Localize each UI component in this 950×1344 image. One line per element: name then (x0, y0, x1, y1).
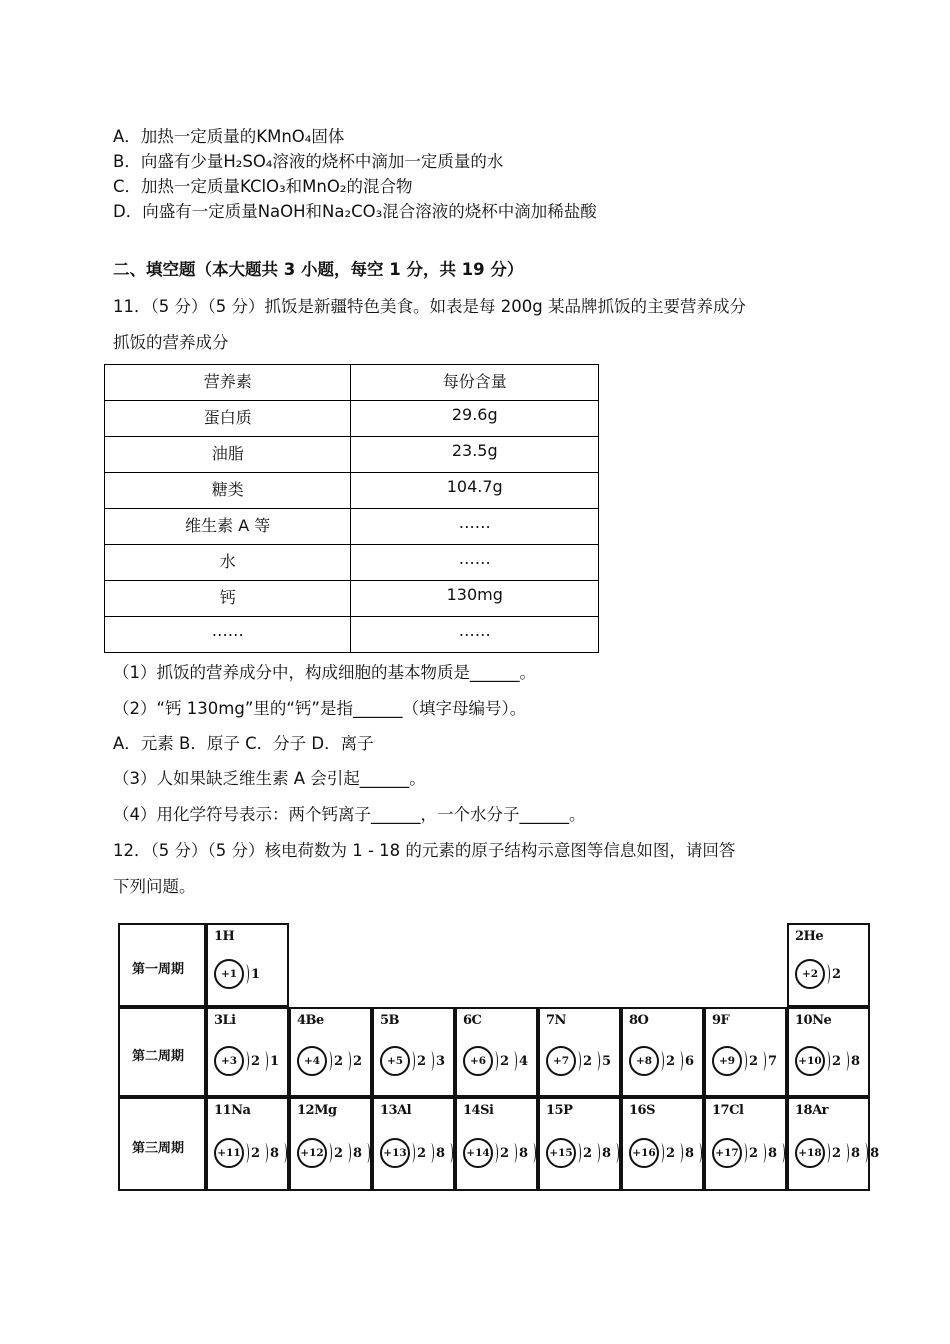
table-cell: 水 (105, 545, 351, 581)
shell-arc (824, 1051, 830, 1071)
shell-electrons: 8 (436, 1145, 446, 1161)
element-symbol: 13Al (380, 1103, 412, 1118)
electron-shells (742, 1051, 780, 1071)
nucleus: +12 (297, 1138, 327, 1168)
q11-table-caption: 抓饭的营养成分 (113, 333, 229, 352)
shell-arc (262, 1143, 268, 1163)
shell-electrons: 2 (749, 1053, 759, 1069)
shell-arc (824, 1143, 830, 1163)
nucleus: +3 (214, 1046, 244, 1076)
shell-arc (243, 1143, 249, 1163)
shell-electrons: 1 (270, 1053, 280, 1069)
nucleus: +5 (380, 1046, 410, 1076)
shell-arc (862, 1143, 868, 1163)
table-cell: 维生素 A 等 (105, 509, 351, 545)
electron-shells (576, 1051, 614, 1071)
electron-shells (327, 1051, 365, 1071)
shell-electrons: 8 (851, 1053, 861, 1069)
period-label-cell (118, 923, 206, 1007)
table-cell: 蛋白质 (105, 401, 351, 437)
shell-arc (243, 1051, 249, 1071)
option-c: C．加热一定质量KClO₃和MnO₂的混合物 (113, 177, 413, 196)
element-cell (206, 1007, 289, 1097)
shell-arc (843, 1143, 849, 1163)
nucleus: +11 (214, 1138, 244, 1168)
table-row (105, 545, 599, 581)
shell-electrons: 4 (519, 1053, 529, 1069)
shell-electrons: 8 (353, 1145, 363, 1161)
nucleus: +18 (795, 1138, 825, 1168)
element-symbol: 14Si (463, 1103, 494, 1118)
element-symbol: 3Li (214, 1013, 236, 1028)
element-cell (787, 1007, 870, 1097)
q11-sub1: （1）抓饭的营养成分中，构成细胞的基本物质是______。 (113, 663, 536, 682)
shell-electrons: 8 (519, 1145, 529, 1161)
q11-sub4: （4）用化学符号表示：两个钙离子______，一个水分子______。 (113, 805, 586, 824)
electron-shells (410, 1051, 448, 1071)
element-symbol: 8O (629, 1013, 649, 1028)
q12-stem-line2: 下列问题。 (113, 877, 196, 896)
shell-arc (696, 1143, 702, 1163)
table-row (105, 437, 599, 473)
shell-arc (530, 1143, 536, 1163)
table-row (105, 581, 599, 617)
period-label-cell (118, 1097, 206, 1191)
element-symbol: 17Cl (712, 1103, 744, 1118)
period-label-cell (118, 1007, 206, 1097)
shell-electrons: 2 (583, 1053, 593, 1069)
shell-electrons: 6 (685, 1053, 695, 1069)
shell-electrons: 5 (602, 1053, 612, 1069)
electron-shells (244, 1051, 282, 1071)
shell-arc (658, 1143, 664, 1163)
shell-arc (409, 1051, 415, 1071)
element-symbol: 12Mg (297, 1103, 337, 1118)
element-cell (206, 1097, 289, 1191)
element-cell (704, 1097, 787, 1191)
shell-electrons: 2 (832, 1145, 842, 1161)
shell-electrons: 8 (685, 1145, 695, 1161)
element-symbol: 7N (546, 1013, 566, 1028)
table-cell: 油脂 (105, 437, 351, 473)
shell-electrons: 2 (353, 1053, 363, 1069)
shell-electrons: 2 (251, 1053, 261, 1069)
nucleus: +13 (380, 1138, 410, 1168)
element-cell (372, 1097, 455, 1191)
shell-arc (658, 1051, 664, 1071)
shell-electrons: 7 (768, 1053, 778, 1069)
shell-electrons: 2 (334, 1053, 344, 1069)
table-cell: …… (105, 617, 351, 653)
element-symbol: 10Ne (795, 1013, 832, 1028)
element-symbol: 6C (463, 1013, 482, 1028)
shell-arc (575, 1051, 581, 1071)
element-cell (787, 1097, 880, 1191)
shell-arc (326, 1051, 332, 1071)
shell-electrons: 2 (832, 966, 842, 982)
table-header-cell: 营养素 (105, 365, 351, 401)
shell-arc (345, 1143, 351, 1163)
element-cell (621, 1007, 704, 1097)
nutrition-table (104, 364, 599, 653)
element-symbol: 15P (546, 1103, 573, 1118)
shell-electrons: 2 (666, 1053, 676, 1069)
nucleus: +10 (795, 1046, 825, 1076)
shell-arc (677, 1143, 683, 1163)
table-cell: 29.6g (351, 401, 599, 437)
shell-electrons: 2 (500, 1145, 510, 1161)
shell-electrons: 8 (270, 1145, 280, 1161)
shell-arc (262, 1051, 268, 1071)
q11-sub2-options: A．元素 B．原子 C．分子 D．离子 (113, 734, 374, 753)
table-cell: 23.5g (351, 437, 599, 473)
shell-arc (511, 1143, 517, 1163)
nucleus: +1 (214, 959, 244, 989)
table-cell: 104.7g (351, 473, 599, 509)
period-label: 第二周期 (132, 1049, 185, 1064)
element-cell (787, 923, 870, 1007)
shell-arc (575, 1143, 581, 1163)
element-symbol: 16S (629, 1103, 655, 1118)
shell-arc (741, 1051, 747, 1071)
table-row (105, 617, 599, 653)
nucleus: +17 (712, 1138, 742, 1168)
electron-shells (244, 964, 263, 984)
element-symbol: 9F (712, 1013, 730, 1028)
shell-arc (760, 1143, 766, 1163)
element-cell (455, 1007, 538, 1097)
shell-arc (677, 1051, 683, 1071)
shell-electrons: 2 (749, 1145, 759, 1161)
shell-arc (428, 1143, 434, 1163)
shell-electrons: 8 (602, 1145, 612, 1161)
element-symbol: 18Ar (795, 1103, 829, 1118)
shell-arc (613, 1143, 619, 1163)
shell-arc (409, 1143, 415, 1163)
element-cell (455, 1097, 538, 1191)
shell-electrons: 2 (832, 1053, 842, 1069)
shell-electrons: 3 (436, 1053, 446, 1069)
shell-electrons: 2 (417, 1053, 427, 1069)
shell-arc (741, 1143, 747, 1163)
electron-shells (493, 1051, 531, 1071)
element-symbol: 5B (380, 1013, 400, 1028)
shell-electrons: 2 (666, 1145, 676, 1161)
element-cell (372, 1007, 455, 1097)
table-cell: 糖类 (105, 473, 351, 509)
nucleus: +7 (546, 1046, 576, 1076)
shell-arc (843, 1051, 849, 1071)
shell-arc (326, 1143, 332, 1163)
element-symbol: 4Be (297, 1013, 324, 1028)
nucleus: +8 (629, 1046, 659, 1076)
shell-arc (243, 964, 249, 984)
shell-arc (594, 1051, 600, 1071)
table-header-row (105, 365, 599, 401)
table-cell: …… (351, 509, 599, 545)
periodic-table-figure (118, 923, 880, 1195)
nucleus: +2 (795, 959, 825, 989)
nucleus: +9 (712, 1046, 742, 1076)
element-symbol: 2He (795, 929, 824, 944)
shell-electrons: 8 (768, 1145, 778, 1161)
shell-electrons: 2 (334, 1145, 344, 1161)
element-cell (621, 1097, 704, 1191)
element-symbol: 1H (214, 929, 235, 944)
element-cell (538, 1007, 621, 1097)
table-row (105, 473, 599, 509)
element-symbol: 11Na (214, 1103, 251, 1118)
shell-arc (281, 1143, 287, 1163)
shell-arc (492, 1143, 498, 1163)
shell-arc (492, 1051, 498, 1071)
table-cell: 130mg (351, 581, 599, 617)
q11-sub2: （2）“钙 130mg”里的“钙”是指______（填字母编号）。 (113, 699, 527, 718)
shell-arc (779, 1143, 785, 1163)
q11-stem: 11．（5 分）（5 分）抓饭是新疆特色美食。如表是每 200g 某品牌抓饭的主要营养成分 (113, 297, 746, 316)
q12-stem-line1: 12．（5 分）（5 分）核电荷数为 1 - 18 的元素的原子结构示意图等信息如图，请回答 (113, 841, 736, 860)
option-a: A．加热一定质量的KMnO₄固体 (113, 127, 345, 146)
q11-sub3: （3）人如果缺乏维生素 A 会引起______。 (113, 769, 426, 788)
electron-shells (825, 1051, 863, 1071)
option-d: D．向盛有一定质量NaOH和Na₂CO₃混合溶液的烧杯中滴加稀盐酸 (113, 202, 597, 221)
shell-arc (447, 1143, 453, 1163)
table-row (105, 509, 599, 545)
option-b: B．向盛有少量H₂SO₄溶液的烧杯中滴加一定质量的水 (113, 152, 504, 171)
shell-arc (760, 1051, 766, 1071)
table-cell: …… (351, 545, 599, 581)
table-cell: 钙 (105, 581, 351, 617)
element-cell (289, 1007, 372, 1097)
shell-arc (364, 1143, 370, 1163)
shell-arc (594, 1143, 600, 1163)
element-cell (538, 1097, 621, 1191)
shell-electrons: 2 (251, 1145, 261, 1161)
element-cell (289, 1097, 372, 1191)
shell-arc (428, 1051, 434, 1071)
shell-electrons: 1 (251, 966, 261, 982)
shell-arc (824, 964, 830, 984)
period-label: 第三周期 (132, 1141, 185, 1156)
electron-shells (825, 964, 844, 984)
table-cell: …… (351, 617, 599, 653)
shell-arc (511, 1051, 517, 1071)
table-header-cell: 每份含量 (351, 365, 599, 401)
nucleus: +14 (463, 1138, 493, 1168)
period-label: 第一周期 (132, 962, 185, 977)
nucleus: +4 (297, 1046, 327, 1076)
element-cell (206, 923, 289, 1007)
shell-electrons: 2 (500, 1053, 510, 1069)
shell-electrons: 8 (870, 1145, 880, 1161)
element-cell (704, 1007, 787, 1097)
shell-electrons: 2 (417, 1145, 427, 1161)
section-title: 二、填空题（本大题共 3 小题，每空 1 分，共 19 分） (113, 260, 524, 279)
nucleus: +15 (546, 1138, 576, 1168)
electron-shells (659, 1051, 697, 1071)
shell-electrons: 2 (583, 1145, 593, 1161)
nucleus: +16 (629, 1138, 659, 1168)
nucleus: +6 (463, 1046, 493, 1076)
table-row (105, 401, 599, 437)
shell-arc (345, 1051, 351, 1071)
shell-electrons: 8 (851, 1145, 861, 1161)
electron-shells (825, 1143, 882, 1163)
